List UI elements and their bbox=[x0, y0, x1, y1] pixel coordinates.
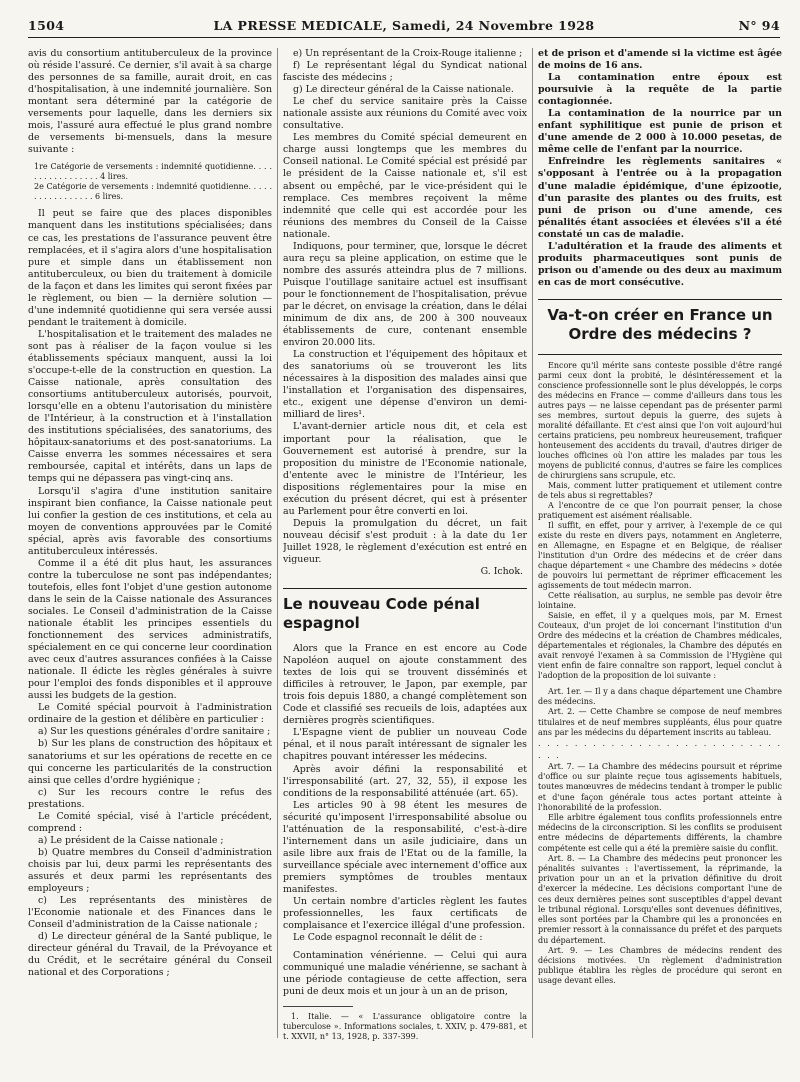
paragraph: La contamination de la nourrice par un enfant syphilitique est punie de prison et d'une amende de 2 000 à 10.000 pesetas, de même celle de l'enfant par la nourrice. bbox=[538, 108, 782, 156]
paragraph: Alors que la France en est encore au Code Napoléon auquel on ajoute constamment des textes de lois qui se trouvent disséminés et difficiles à retrouver, le Japon, par exemple, par trois fois depuis 1880, a changé complètement son Code et classifié ses recueils de lois, adaptées aux dernières progrès scientifiques. bbox=[283, 643, 527, 727]
paragraph: La contamination entre époux est poursuivie à la requête de la partie contagionnée. bbox=[538, 72, 782, 108]
paragraph: Après avoir défini la responsabilité et l'irresponsabilité (art. 27, 32, 55), il expose les conditions de la responsabilité atténuée (art. 65). bbox=[283, 763, 527, 799]
column-2 bbox=[283, 48, 527, 1048]
paragraph: c) Les représentants des ministères de l'Economie nationale et des Finances dans le Conseil d'administration de la Caisse nationale ; bbox=[28, 895, 272, 931]
paragraph: L'avant-dernier article nous dit, et cela est important pour la réalisation, que le Gouvernement est autorisé à prendre, sur la proposition du ministre de l'Economie nationale, d'entente avec le ministre de l'Intérieur, les dispositions réglementaires pour la mise en exécution du présent décret, qui est à présenter au Parlement pour être converti en loi. bbox=[283, 421, 527, 517]
paragraph: avis du consortium antituberculeux de la province où réside l'assuré. Ce dernier, s'il avait à sa charge des personnes de sa famille, aurait droit, en cas d'hospitalisation, à une indemnité journalière. Son montant sera déterminé par la catégorie de versements pour laquelle, dans les derniers six mois, l'assuré aura effectué le plus grand nombre de versements bi-mensuels, dans la mesure suivante : bbox=[28, 48, 272, 156]
paragraph: Les articles 90 à 98 étent les mesures de sécurité qu'imposent l'irresponsabilité absolue ou l'atténuation de la responsabilité, c'est-à-dire l'internement dans un asile judiciaire, dans un asile libre aux frais de l'Etat ou de la famille, la surveillance spéciale avec internement d'office aux premiers symptômes de troubles mentaux manifestes. bbox=[283, 799, 527, 895]
paragraph: Le Comité spécial pourvoit à l'administration ordinaire de la gestion et délibère en particulier : bbox=[28, 702, 272, 726]
law-article: Elle arbitre également tous conflits professionnels entre médecins de la circonscription. Si les conflits se produisent entre médecins de départements différents, la chambre compétente est celle qui a été la première saisie du conflit. bbox=[538, 813, 782, 853]
paragraph: c) Sur les recours contre le refus des prestations. bbox=[28, 786, 272, 810]
journal-title: LA PRESSE MEDICALE, Samedi, 24 Novembre 1928 bbox=[213, 18, 595, 33]
ellipsis-dots: . . . . . . . . . . . . . . . . . . . . . . . . . . . . . . bbox=[538, 738, 782, 760]
list-item: 2e Catégorie de versements : indemnité quotidienne. . . . . . . . . . . . . . . . . 6 lires. bbox=[34, 182, 272, 202]
paragraph: e) Un représentant de la Croix-Rouge italienne ; bbox=[293, 48, 523, 59]
paragraph: b) Sur les plans de construction des hôpitaux et sanatoriums et sur les opérations de recette en ce qui concerne les particularités de la construction ainsi que celles d'ordre hygiénique ; bbox=[28, 738, 272, 786]
paragraph: et de prison et d'amende si la victime est âgée de moins de 16 ans. bbox=[538, 48, 782, 72]
paragraph: a) Sur les questions générales d'ordre sanitaire ; bbox=[38, 726, 271, 738]
paragraph: Comme il a été dit plus haut, les assurances contre la tuberculose ne sont pas indépendantes; toutefois, elles font l'objet d'une gestion autonome dans le sein de la Caisse nationale des Assurances sociales. Le Conseil d'administration de la Caisse nationale établit les principes essentiels du fonctionnement des services administratifs, spécialement en ce qui concerne leur coordination avec ceux d'autres assurances confiées à la Caisse nationale. Il édicte les règles générales à suivre pour l'emploi des fonds disponibles et il approuve aussi les budgets de la gestion. bbox=[28, 557, 272, 702]
section-heading: Le nouveau Code pénal espagnol bbox=[283, 595, 480, 633]
paragraph: Contamination vénérienne. — Celui qui aura communiqué une maladie vénérienne, se sachant à une période contagieuse de cette affection, sera puni de deux mois et un jour à un an de prison, bbox=[283, 950, 527, 998]
paragraph: Cette réalisation, au surplus, ne semble pas devoir être lointaine. bbox=[538, 590, 782, 610]
column-1 bbox=[28, 48, 272, 1048]
paragraph: L'Espagne vient de publier un nouveau Code pénal, et il nous paraît intéressant de signaler les chapitres pouvant intéresser les médecins. bbox=[283, 727, 527, 763]
paragraph: Le Code espagnol reconnaît le délit de : bbox=[293, 932, 483, 944]
paragraph: Le chef du service sanitaire près la Caisse nationale assiste aux réunions du Comité avec voix consultative. bbox=[283, 96, 527, 132]
paragraph: Indiquons, pour terminer, que, lorsque le décret aura reçu sa pleine application, on estime que le nombre des assurés atteindra plus de 7 millions. Puisque l'outillage sanitaire actuel est insuffisant pour le fonctionnement de l'hospitalisation, prévue par le décret, on envisage la création, dans le délai minimum de dix ans, de 200 à 300 nouveaux établissements de cure, contenant ensemble environ 20.000 lits. bbox=[283, 240, 527, 349]
law-article: Art. 8. — La Chambre des médecins peut prononcer les pénalités suivantes : l'avertissement, la réprimande, la privation pour un an et la privation définitive du droit d'exercer la médecine. Les décisions comportant l'une de ces deux dernières peines sont susceptibles d'appel devant le tribunal régional. Lorsqu'elles sont devenues définitives, elles sont portées par la Chambre qui les a prononcées en premier ressort à la connaissance du préfet et des parquets du département. bbox=[538, 853, 782, 945]
paragraph: L'adultération et la fraude des aliments et produits pharmaceutiques sont punis de prison ou d'amende ou des deux au maximum en cas de mort consécutive. bbox=[538, 240, 782, 288]
paragraph: g) Le directeur général de la Caisse nationale. bbox=[293, 84, 514, 96]
section-rule bbox=[538, 299, 782, 300]
paragraph: a) Le président de la Caisse nationale ; bbox=[38, 834, 224, 846]
paragraph: Il suffit, en effet, pour y arriver, à l'exemple de ce qui existe du reste en divers pays, notamment en Angleterre, en Allemagne, en Espagne et en Belgique, de réaliser l'institution d'un Ordre des médecins et de créer dans chaque département « une Chambre des médecins » dotée de pouvoirs lui permettant de réprimer efficacement les agissements de tout médecin marron. bbox=[538, 520, 782, 590]
paragraph: Saisie, en effet, il y a quelques mois, par M. Ernest Couteaux, d'un projet de loi concernant l'institution d'un Ordre des médecins et la création de Chambres médicales, départementales et régionales, la Chambre des députés en avait renvoyé l'examen à sa Commission de l'Hygiène qui vient enfin de faire connaître son rapport, lequel conclut à l'adoption de la proposition de loi suivante : bbox=[538, 610, 782, 680]
paragraph: Les membres du Comité spécial demeurent en charge aussi longtemps que les membres du Conseil national. Le Comité spécial est présidé par le président de la Caisse nationale et, s'il est absent ou empêché, par le vice-président qui le remplace. Ces membres reçoivent la même indemnité que celle qui est accordée pour les réunions des membres du Conseil de la Caisse nationale. bbox=[283, 132, 527, 240]
law-article: Art. 9. — Les Chambres de médecins rendent des décisions motivées. Un règlement d'administration publique établira les règles de procédure qui seront en usage devant elles. bbox=[538, 945, 782, 986]
paragraph: b) Quatre membres du Conseil d'administration choisis par lui, deux parmi les représentants des assurés et deux parmi les représentants des employeurs ; bbox=[28, 846, 272, 895]
section-heading: Va-t-on créer en France un Ordre des médecins ? bbox=[547, 305, 773, 343]
author-signature: G. Ichok. bbox=[480, 566, 523, 578]
paragraph: A l'encontre de ce que l'on pourrait penser, la chose pratiquement est aisément réalisable. bbox=[538, 500, 782, 520]
law-article: Art. 1er. — Il y a dans chaque département une Chambre des médecins. bbox=[538, 686, 782, 707]
issue-number: N° 94 bbox=[738, 18, 780, 33]
paragraph: Enfreindre les règlements sanitaires « s'opposant à l'entrée ou à la propagation d'une maladie épidémique, d'une épizootie, d'un parasite des plantes ou des fruits, est puni de prison ou d'une amende, ces pénalités étant associées et élevées s'il a été constaté un cas de maladie. bbox=[538, 156, 782, 240]
section-rule bbox=[538, 354, 782, 355]
column-divider bbox=[277, 48, 278, 1038]
paragraph: Depuis la promulgation du décret, un fait nouveau décisif s'est produit : à la date du 1er Juillet 1928, le règlement d'exécution est entré en vigueur. bbox=[283, 517, 527, 565]
footnote-rule bbox=[283, 1006, 353, 1007]
column-3 bbox=[538, 48, 782, 1048]
section-rule bbox=[283, 588, 527, 589]
paragraph: Il peut se faire que des places disponibles manquent dans les institutions spécialisées; dans ce cas, les prestations de l'assurance peuvent être remplacées, et il s'agira alors d'une hospitalisation pure et simple dans un établissement non antituberculeux, ou bien du traitement à domicile de la façon et dans les limites qui seront fixées par le règlement, ou bien — la dernière solution — d'une indemnité quotidienne qui sera versée aussi pendant le traitement à domicile. bbox=[28, 208, 272, 328]
paragraph: Mais, comment lutter pratiquement et utilement contre de tels abus si regrettables? bbox=[538, 480, 782, 500]
list-item: 1re Catégorie de versements : indemnité quotidienne. . . . . . . . . . . . . . . . . 4 lires. bbox=[34, 162, 272, 182]
law-article: Art. 2. — Cette Chambre se compose de neuf membres titulaires et de neuf membres suppléants, élus pour quatre ans par les médecins du département inscrits au tableau. bbox=[538, 707, 782, 737]
paragraph: Encore qu'il mérite sans conteste possible d'être rangé parmi ceux dont la probité, le désintéressement et la conscience professionnelle sont le plus développés, le corps des médecins en France — comme d'ailleurs dans tous les autres pays — ne laisse cependant pas de présenter parmi ses membres, surtout depuis la guerre, des sujets à moralité défaillante. Et c'est ainsi que l'on voit aujourd'hui certains praticiens, peu nombreux heureusement, trafiquer honteusement des accidents du travail, d'autres diriger de louches officines où l'on attire les malades par tous les moyens de publicité connus, d'autres se faire les complices de chirurgiens sans scrupule, etc. bbox=[538, 360, 782, 480]
column-divider bbox=[532, 48, 533, 1038]
footnote: 1. Italie. — « L'assurance obligatoire contre la tuberculose ». Informations sociales, t. XXIV, p. 479-881, et t. XXVII, n° 13, 1928, p. 337-399. bbox=[283, 1012, 527, 1042]
paragraph: Le Comité spécial, visé à l'article précédent, comprend : bbox=[28, 810, 272, 834]
paragraph: f) Le représentant légal du Syndicat national fasciste des médecins ; bbox=[283, 60, 527, 84]
page-header bbox=[28, 18, 780, 38]
paragraph: L'hospitalisation et le traitement des malades ne sont pas à réaliser de la façon voulue si les établissements spéciaux manquent, aussi la loi s'occupe-t-elle de la construction en question. La Caisse nationale, après consultation des consortiums antituberculeux autorisés, pourvoit, lorsqu'elle en a obtenu l'autorisation du ministère de l'Intérieur, à la construction et à l'installation des institutions spécialisées, des sanatoriums, des hôpitaux-sanatoriums et des post-sanatoriums. La Caisse enverra les sommes nécessaires et sera remboursée, capital et intérêts, dans un laps de temps qui ne dépassera pas vingt-cinq ans. bbox=[28, 328, 272, 485]
paragraph: La construction et l'équipement des hôpitaux et des sanatoriums où se trouveront les lits nécessaires à la disposition des malades ainsi que l'installation et l'organisation des dispensaires, etc., exigent une dépense d'environ un demi-milliard de lires¹. bbox=[283, 349, 527, 421]
law-article: Art. 7. — La Chambre des médecins poursuit et réprime d'office ou sur plainte reçue tous agissements habituels, toutes manœuvres de médecins tendant à tromper le public et d'une façon générale tous actes portant atteinte à l'honorabilité de la profession. bbox=[538, 762, 782, 812]
paragraph: d) Le directeur général de la Santé publique, le directeur général du Travail, de la Prévoyance et du Crédit, et le secrétaire général du Conseil national et des Corporations ; bbox=[28, 931, 272, 979]
page-number: 1504 bbox=[28, 18, 65, 33]
paragraph: Lorsqu'il s'agira d'une institution sanitaire inspirant bien confiance, la Caisse nationale peut lui confier la gestion de ces institutions, et cela au moyen de conventions approuvées par le Comité spécial, après avis favorable des consortiums antituberculeux intéressés. bbox=[28, 485, 272, 557]
paragraph: Un certain nombre d'articles règlent les fautes professionnelles, les faux certificats de complaisance et l'exercice illégal d'une profession. bbox=[283, 896, 527, 932]
